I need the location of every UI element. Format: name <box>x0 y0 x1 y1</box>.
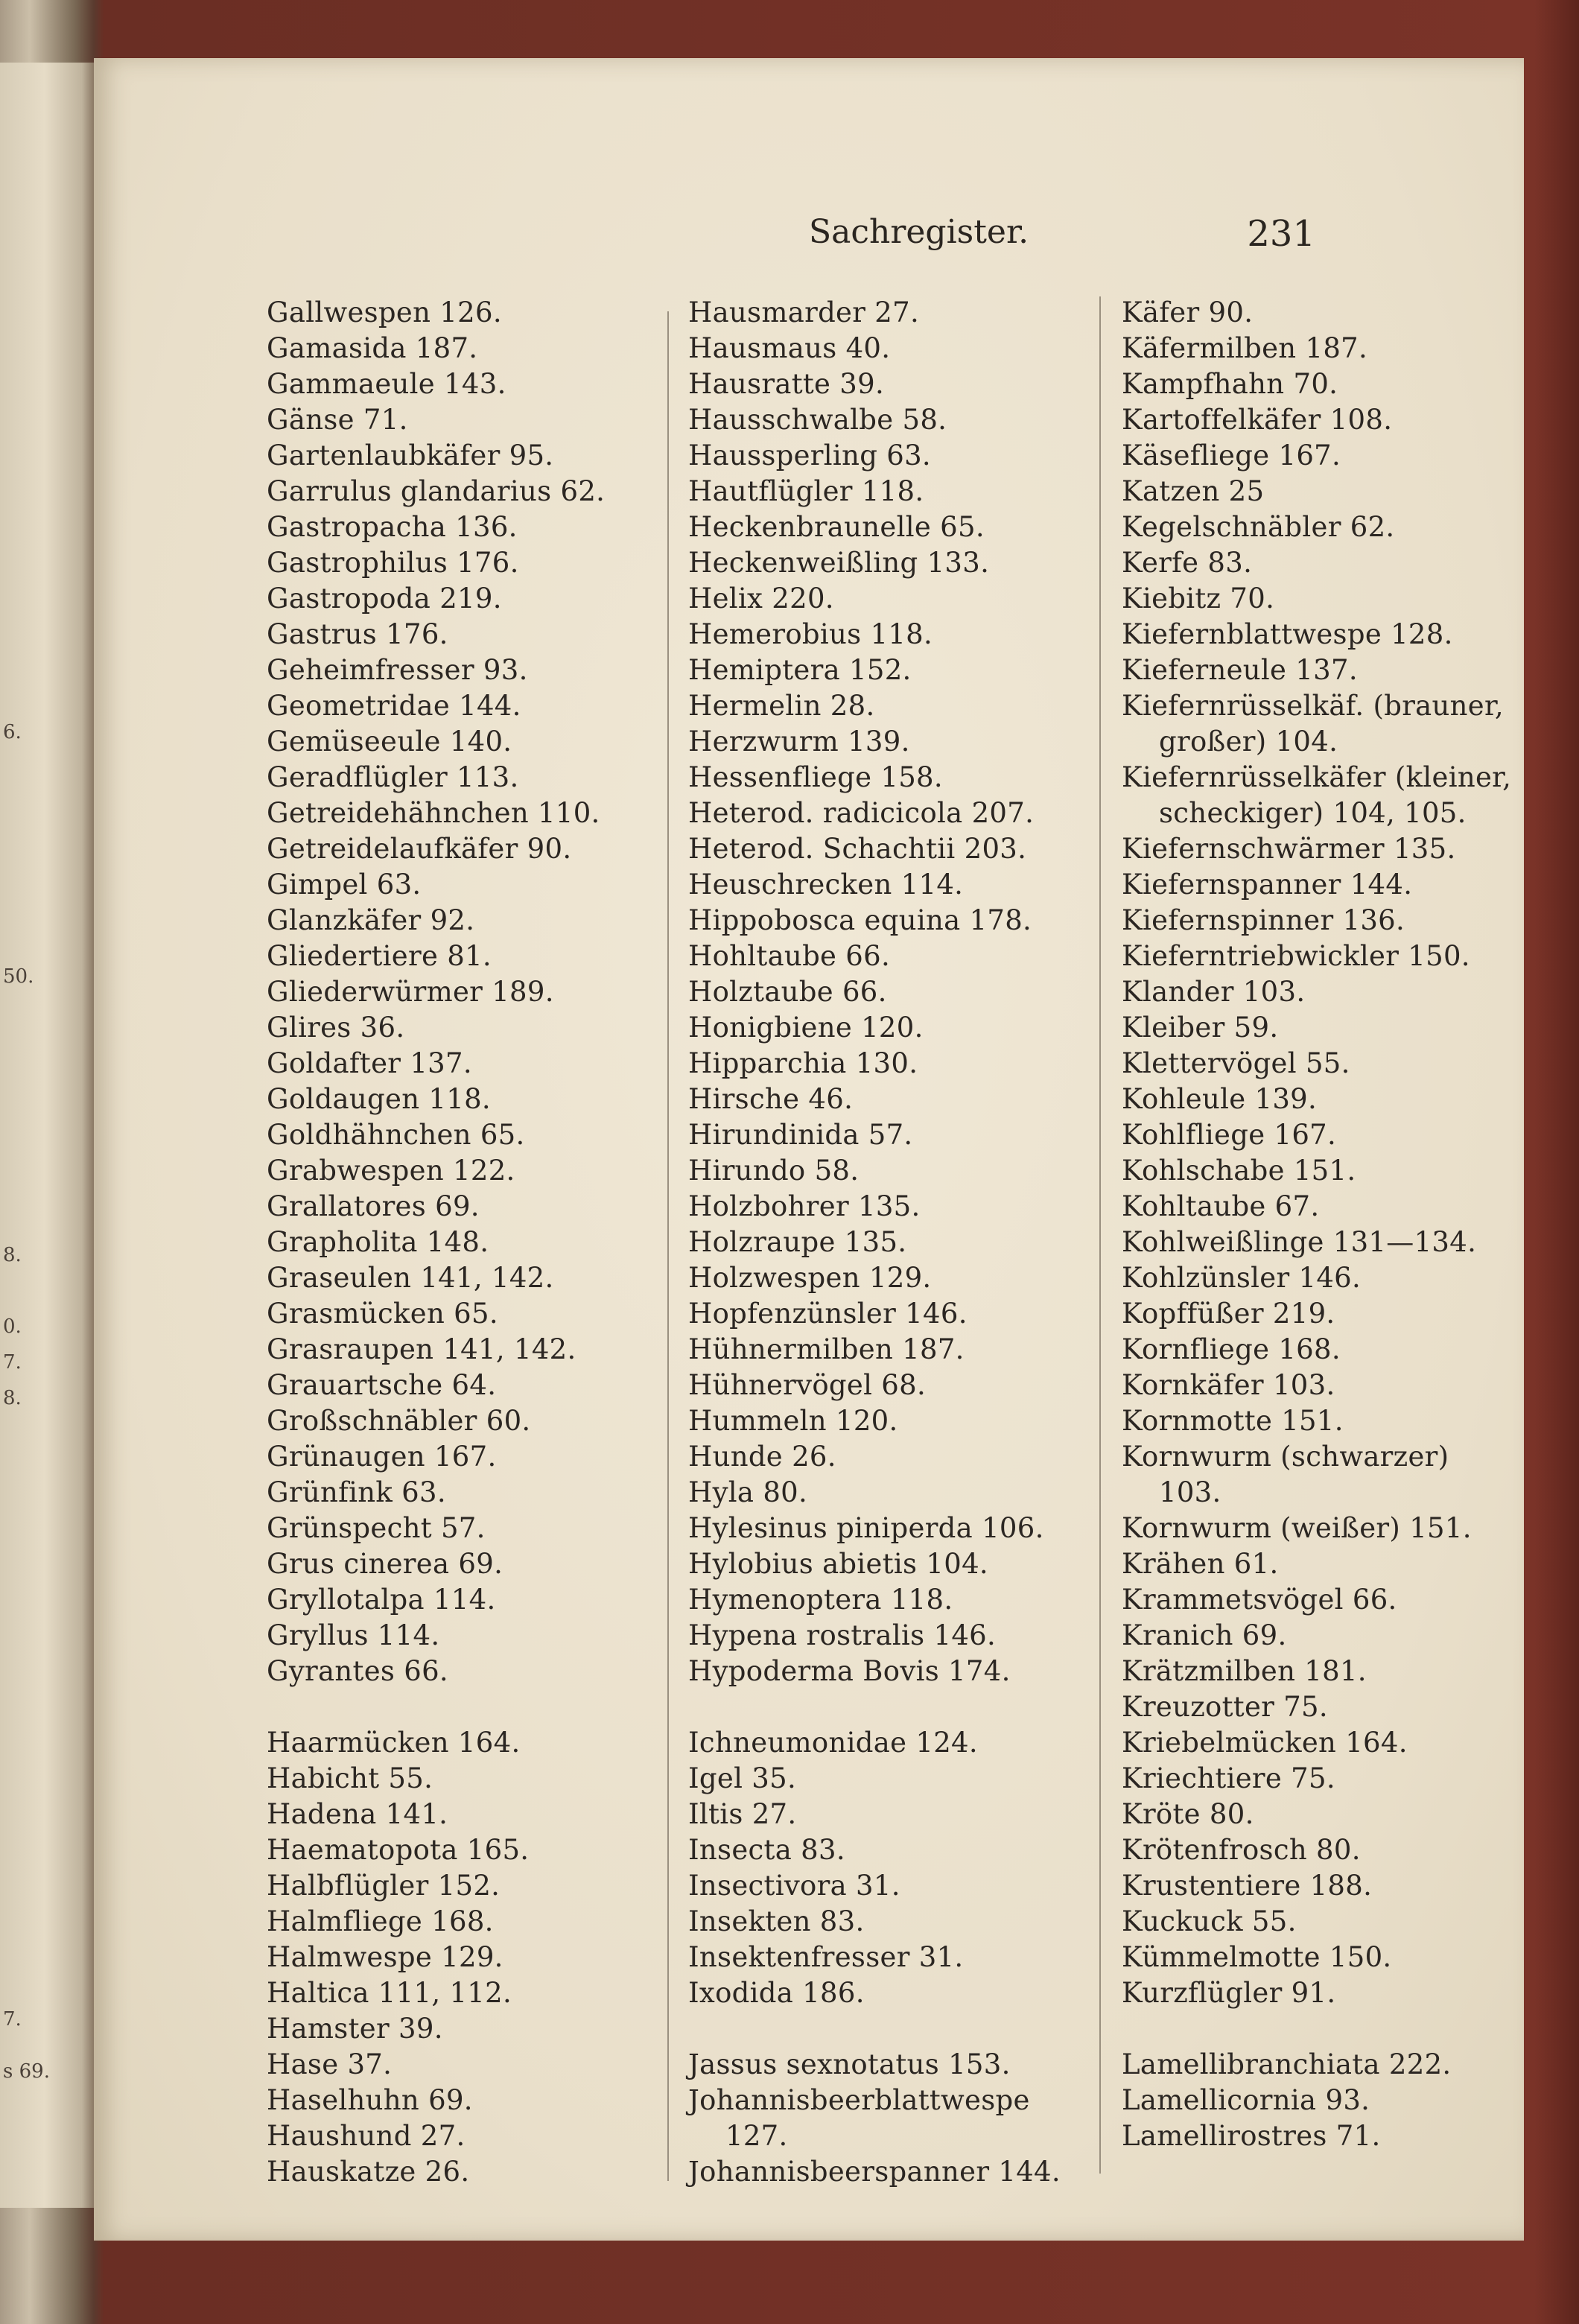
index-entry: Habicht 55. <box>267 1762 433 1794</box>
index-entry: Igel 35. <box>688 1762 797 1794</box>
column-divider <box>1099 296 1101 2174</box>
index-entry: Haematopota 165. <box>267 1834 530 1866</box>
section-gap <box>267 1689 654 1725</box>
index-entry: Kreuzotter 75. <box>1122 1691 1328 1723</box>
index-entry: Geradflügler 113. <box>267 761 519 793</box>
index-entry: Insektenfresser 31. <box>688 1941 964 1973</box>
index-entry: Kornwurm (weißer) 151. <box>1122 1512 1472 1544</box>
index-entry: Hirsche 46. <box>688 1083 854 1115</box>
index-entry: Kurzflügler 91. <box>1122 1977 1336 2009</box>
index-entry: Klettervögel 55. <box>1122 1047 1350 1079</box>
margin-mark: s 69. <box>3 2060 50 2083</box>
index-entry: Käfermilben 187. <box>1122 332 1368 364</box>
index-entry: Klander 103. <box>1122 976 1306 1008</box>
index-entry: Hemiptera 152. <box>688 654 912 686</box>
index-entry: Grünfink 63. <box>267 1476 446 1508</box>
index-entry: Hippobosca equina 178. <box>688 904 1032 936</box>
index-entry: Haushund 27. <box>267 2120 466 2152</box>
index-entry: Kohlzünsler 146. <box>1122 1262 1362 1294</box>
index-entry: Grabwespen 122. <box>267 1155 515 1187</box>
index-entry: Graseulen 141, 142. <box>267 1262 554 1294</box>
index-entry: Krustentiere 188. <box>1122 1870 1373 1902</box>
index-entry: Hunde 26. <box>688 1441 836 1473</box>
index-entry: Kerfe 83. <box>1122 547 1253 579</box>
index-entry: Krätzmilben 181. <box>1122 1655 1367 1687</box>
index-entry: Käsefliege 167. <box>1122 439 1341 472</box>
index-entry: Kopffüßer 219. <box>1122 1298 1335 1330</box>
index-entry: Holztaube 66. <box>688 976 887 1008</box>
index-entry: Insekten 83. <box>688 1905 865 1937</box>
section-gap <box>688 1689 1090 1725</box>
index-entry: Kohlschabe 151. <box>1122 1155 1356 1187</box>
index-entry: Haussperling 63. <box>688 439 931 472</box>
index-entry: Goldaugen 118. <box>267 1083 491 1115</box>
index-entry: Hadena 141. <box>267 1798 448 1830</box>
index-entry: Kuckuck 55. <box>1122 1905 1297 1937</box>
index-entry: Johannisbeerspanner 144. <box>688 2156 1061 2188</box>
index-entry: Hirundo 58. <box>688 1155 860 1187</box>
index-entry: Gastropoda 219. <box>267 582 502 615</box>
index-entry: Getreidehähnchen 110. <box>267 797 600 829</box>
index-entry: Krammetsvögel 66. <box>1122 1584 1397 1616</box>
index-entry: Honigbiene 120. <box>688 1012 924 1044</box>
index-entry: Hypena rostralis 146. <box>688 1619 997 1651</box>
index-entry: Kranich 69. <box>1122 1619 1287 1651</box>
index-entry: Kohleule 139. <box>1122 1083 1318 1115</box>
index-entry: Krötenfrosch 80. <box>1122 1834 1361 1866</box>
index-entry: Grasmücken 65. <box>267 1298 498 1330</box>
index-entry: Großschnäbler 60. <box>267 1405 531 1437</box>
index-entry-continuation: 127. <box>725 2120 788 2152</box>
index-entry: Kieferntriebwickler 150. <box>1122 940 1470 972</box>
index-entry: Kiebitz 70. <box>1122 582 1275 615</box>
index-entry: Goldafter 137. <box>267 1047 472 1079</box>
index-entry: Hühnermilben 187. <box>688 1333 965 1365</box>
index-entry: Hessenfliege 158. <box>688 761 943 793</box>
index-entry: Katzen 25 <box>1122 475 1265 507</box>
index-entry: Ixodida 186. <box>688 1977 865 2009</box>
index-entry: Hypoderma Bovis 174. <box>688 1655 1011 1687</box>
margin-mark: 8. <box>3 1387 22 1409</box>
index-entry: Kornkäfer 103. <box>1122 1369 1335 1401</box>
index-entry: Helix 220. <box>688 582 834 615</box>
index-entry: Kiefernschwärmer 135. <box>1122 833 1456 865</box>
index-entry: Grapholita 148. <box>267 1226 489 1258</box>
index-entry: Kümmelmotte 150. <box>1122 1941 1392 1973</box>
index-entry: Kiefernspinner 136. <box>1122 904 1405 936</box>
index-entry: Hirundinida 57. <box>688 1119 913 1151</box>
margin-mark: 6. <box>3 721 22 743</box>
index-entry: Garrulus glandarius 62. <box>267 475 606 507</box>
index-entry: Kornfliege 168. <box>1122 1333 1341 1365</box>
index-entry: Hautflügler 118. <box>688 475 924 507</box>
index-entry: Heterod. radicicola 207. <box>688 797 1035 829</box>
index-entry: Grünaugen 167. <box>267 1441 497 1473</box>
index-entry: Insecta 83. <box>688 1834 845 1866</box>
index-entry: Käfer 90. <box>1122 296 1254 328</box>
margin-mark: 7. <box>3 1351 22 1374</box>
index-entry: Heckenbraunelle 65. <box>688 511 985 543</box>
running-head: Sachregister. <box>809 213 1029 251</box>
index-entry-continuation: großer) 104. <box>1159 726 1338 758</box>
index-entry: Kiefernrüsselkäfer (kleiner, <box>1122 761 1512 793</box>
index-entry: Getreidelaufkäfer 90. <box>267 833 572 865</box>
index-entry: Gliedertiere 81. <box>267 940 492 972</box>
index-entry: Geometridae 144. <box>267 690 521 722</box>
index-entry: Kieferneule 137. <box>1122 654 1358 686</box>
index-entry: Krähen 61. <box>1122 1548 1279 1580</box>
index-entry: Kriechtiere 75. <box>1122 1762 1335 1794</box>
index-entry: Glires 36. <box>267 1012 405 1044</box>
index-entry: Gastrophilus 176. <box>267 547 519 579</box>
index-entry: Hermelin 28. <box>688 690 875 722</box>
index-entry: Gastrus 176. <box>267 618 448 650</box>
index-entry-continuation: 103. <box>1159 1476 1221 1508</box>
index-entry: Hohltaube 66. <box>688 940 891 972</box>
index-entry: Grauartsche 64. <box>267 1369 497 1401</box>
index-entry: Halmfliege 168. <box>267 1905 494 1937</box>
index-entry: Gyrantes 66. <box>267 1655 448 1687</box>
index-entry: Hausmarder 27. <box>688 296 920 328</box>
index-entry: Kampfhahn 70. <box>1122 368 1338 400</box>
index-entry: Gryllotalpa 114. <box>267 1584 496 1616</box>
index-entry: Heterod. Schachtii 203. <box>688 833 1027 865</box>
index-entry: Grus cinerea 69. <box>267 1548 503 1580</box>
index-entry: Hausschwalbe 58. <box>688 404 947 436</box>
index-entry: Gemüseeule 140. <box>267 726 512 758</box>
index-entry: Gamasida 187. <box>267 332 478 364</box>
index-entry: Gallwespen 126. <box>267 296 502 328</box>
index-entry: Kohlweißlinge 131—134. <box>1122 1226 1477 1258</box>
index-entry: Hamster 39. <box>267 2013 443 2045</box>
index-entry: Insectivora 31. <box>688 1870 900 1902</box>
index-entry: Hummeln 120. <box>688 1405 898 1437</box>
index-entry: Hausmaus 40. <box>688 332 891 364</box>
section-gap <box>688 2011 1090 2047</box>
margin-mark: 7. <box>3 2008 22 2031</box>
index-entry: Hausratte 39. <box>688 368 885 400</box>
section-gap <box>1122 2011 1509 2047</box>
index-entry: Glanzkäfer 92. <box>267 904 475 936</box>
index-column-1 <box>267 295 654 2190</box>
index-entry: Hylobius abietis 104. <box>688 1548 988 1580</box>
index-entry: Heuschrecken 114. <box>688 869 964 901</box>
index-entry: Kiefernblattwespe 128. <box>1122 618 1453 650</box>
index-entry: Gänse 71. <box>267 404 408 436</box>
index-entry: Ichneumonidae 124. <box>688 1727 978 1759</box>
index-entry: Hyla 80. <box>688 1476 808 1508</box>
index-column-3 <box>1122 295 1512 2154</box>
index-entry: Kröte 80. <box>1122 1798 1254 1830</box>
margin-mark: 8. <box>3 1244 22 1266</box>
margin-mark: 50. <box>3 965 34 988</box>
index-entry: Hase 37. <box>267 2048 393 2080</box>
index-entry: Holzbohrer 135. <box>688 1190 921 1222</box>
index-entry: Gartenlaubkäfer 95. <box>267 439 554 472</box>
index-entry: Kriebelmücken 164. <box>1122 1727 1408 1759</box>
index-entry: Hipparchia 130. <box>688 1047 918 1079</box>
previous-page-edge <box>0 63 94 2208</box>
index-entry: Kleiber 59. <box>1122 1012 1279 1044</box>
index-entry: Hühnervögel 68. <box>688 1369 927 1401</box>
index-entry: Goldhähnchen 65. <box>267 1119 525 1151</box>
margin-mark: 0. <box>3 1315 22 1338</box>
index-entry: Kegelschnäbler 62. <box>1122 511 1395 543</box>
index-entry: Lamellirostres 71. <box>1122 2120 1381 2152</box>
index-entry: Geheimfresser 93. <box>267 654 528 686</box>
index-entry: Kornmotte 151. <box>1122 1405 1344 1437</box>
index-entry: Holzwespen 129. <box>688 1262 932 1294</box>
index-entry: Gammaeule 143. <box>267 368 506 400</box>
index-entry: Lamellicornia 93. <box>1122 2084 1370 2116</box>
index-entry: Haarmücken 164. <box>267 1727 521 1759</box>
index-entry: Gimpel 63. <box>267 869 422 901</box>
index-entry: Herzwurm 139. <box>688 726 910 758</box>
index-entry: Grasraupen 141, 142. <box>267 1333 576 1365</box>
index-entry: Kiefernrüsselkäf. (brauner, <box>1122 690 1504 722</box>
column-divider <box>667 311 669 2181</box>
page-number: 231 <box>1247 213 1315 255</box>
index-entry: Kohlfliege 167. <box>1122 1119 1337 1151</box>
index-entry: Halmwespe 129. <box>267 1941 503 1973</box>
index-entry: Gastropacha 136. <box>267 511 518 543</box>
index-entry: Kohltaube 67. <box>1122 1190 1320 1222</box>
index-entry: Jassus sexnotatus 153. <box>688 2048 1011 2080</box>
index-entry: Haselhuhn 69. <box>267 2084 473 2116</box>
index-entry: Lamellibranchiata 222. <box>1122 2048 1452 2080</box>
index-entry: Grallatores 69. <box>267 1190 480 1222</box>
index-entry: Gryllus 114. <box>267 1619 440 1651</box>
index-entry: Iltis 27. <box>688 1798 797 1830</box>
index-entry: Gliederwürmer 189. <box>267 976 554 1008</box>
index-entry: Hylesinus piniperda 106. <box>688 1512 1044 1544</box>
index-entry: Kartoffelkäfer 108. <box>1122 404 1393 436</box>
index-column-2 <box>688 295 1090 2190</box>
index-entry: Grünspecht 57. <box>267 1512 486 1544</box>
index-entry: Kornwurm (schwarzer) <box>1122 1441 1449 1473</box>
index-entry: Heckenweißling 133. <box>688 547 990 579</box>
index-entry: Hymenoptera 118. <box>688 1584 953 1616</box>
index-entry: Johannisbeerblattwespe <box>688 2084 1030 2116</box>
index-entry: Hopfenzünsler 146. <box>688 1298 968 1330</box>
index-entry: Holzraupe 135. <box>688 1226 907 1258</box>
index-page <box>94 58 1524 2241</box>
index-entry: Haltica 111, 112. <box>267 1977 512 2009</box>
index-entry: Halbflügler 152. <box>267 1870 501 1902</box>
index-entry: Hemerobius 118. <box>688 618 933 650</box>
index-entry: Hauskatze 26. <box>267 2156 470 2188</box>
index-entry: Kiefernspanner 144. <box>1122 869 1413 901</box>
index-entry-continuation: scheckiger) 104, 105. <box>1159 797 1467 829</box>
